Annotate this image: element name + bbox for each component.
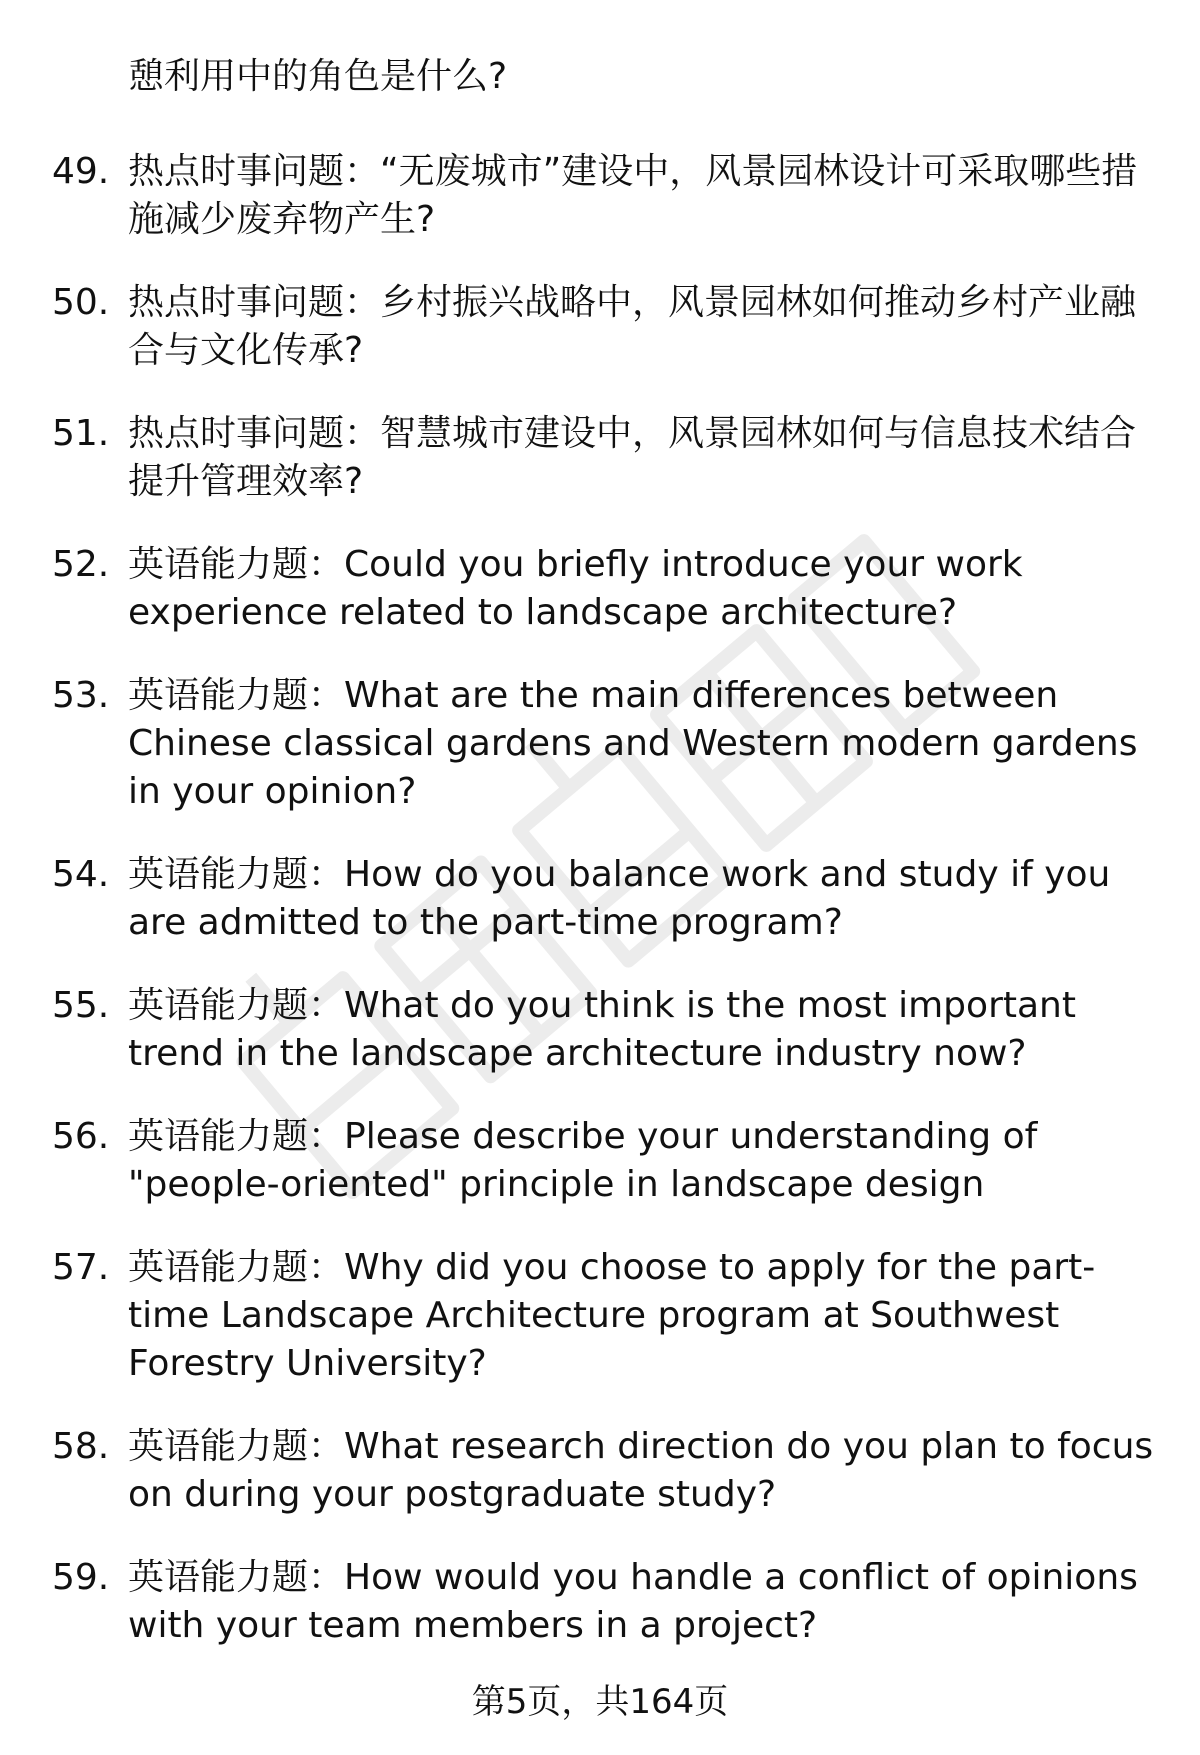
question-text: 英语能力题：Why did you choose to apply for the part-time Landscape Architecture program at Southwest Forestry University?	[128, 1247, 1096, 1384]
question-number: 56.	[52, 1116, 110, 1157]
question-text: 英语能力题：What research direction do you plan to focus on during your postgraduate study?	[128, 1426, 1154, 1515]
question-item	[0, 1554, 1200, 1650]
question-text: 热点时事问题：“无废城市”建设中，风景园林设计可采取哪些措施减少废弃物产生?	[128, 151, 1138, 240]
question-item	[0, 279, 1200, 375]
question-item	[0, 672, 1200, 816]
question-number: 55.	[52, 985, 110, 1026]
question-number: 58.	[52, 1426, 110, 1467]
question-number: 51.	[52, 413, 110, 454]
question-text: 英语能力题：What are the main differences between Chinese classical gardens and Western modern gardens in your opinion?	[128, 675, 1138, 812]
question-item	[0, 148, 1200, 244]
question-number: 54.	[52, 854, 110, 895]
question-item	[0, 1244, 1200, 1388]
question-text: 英语能力题：How would you handle a conflict of opinions with your team members in a project?	[128, 1557, 1138, 1646]
question-list	[0, 148, 1200, 1685]
question-item	[0, 410, 1200, 506]
question-number: 57.	[52, 1247, 110, 1288]
continuation-text: 憩利用中的角色是什么?	[128, 56, 508, 97]
question-text: 英语能力题：How do you balance work and study if you are admitted to the part-time program?	[128, 854, 1111, 943]
question-text: 英语能力题：What do you think is the most important trend in the landscape architecture industry now?	[128, 985, 1076, 1074]
question-item	[0, 1113, 1200, 1209]
question-text: 热点时事问题：智慧城市建设中，风景园林如何与信息技术结合提升管理效率?	[128, 413, 1137, 502]
question-item	[0, 541, 1200, 637]
question-item	[0, 851, 1200, 947]
question-number: 50.	[52, 282, 110, 323]
question-number: 59.	[52, 1557, 110, 1598]
question-item	[0, 982, 1200, 1078]
question-text: 热点时事问题：乡村振兴战略中，风景园林如何推动乡村产业融合与文化传承?	[128, 282, 1137, 371]
question-number: 49.	[52, 151, 110, 192]
question-text: 英语能力题：Please describe your understanding of "people-oriented" principle in landscape design	[128, 1116, 1038, 1205]
page-footer: 第5页，共164页	[471, 1682, 729, 1722]
question-text: 英语能力题：Could you briefly introduce your work experience related to landscape architecture?	[128, 544, 1023, 633]
question-item	[0, 1423, 1200, 1519]
question-number: 53.	[52, 675, 110, 716]
question-number: 52.	[52, 544, 110, 585]
